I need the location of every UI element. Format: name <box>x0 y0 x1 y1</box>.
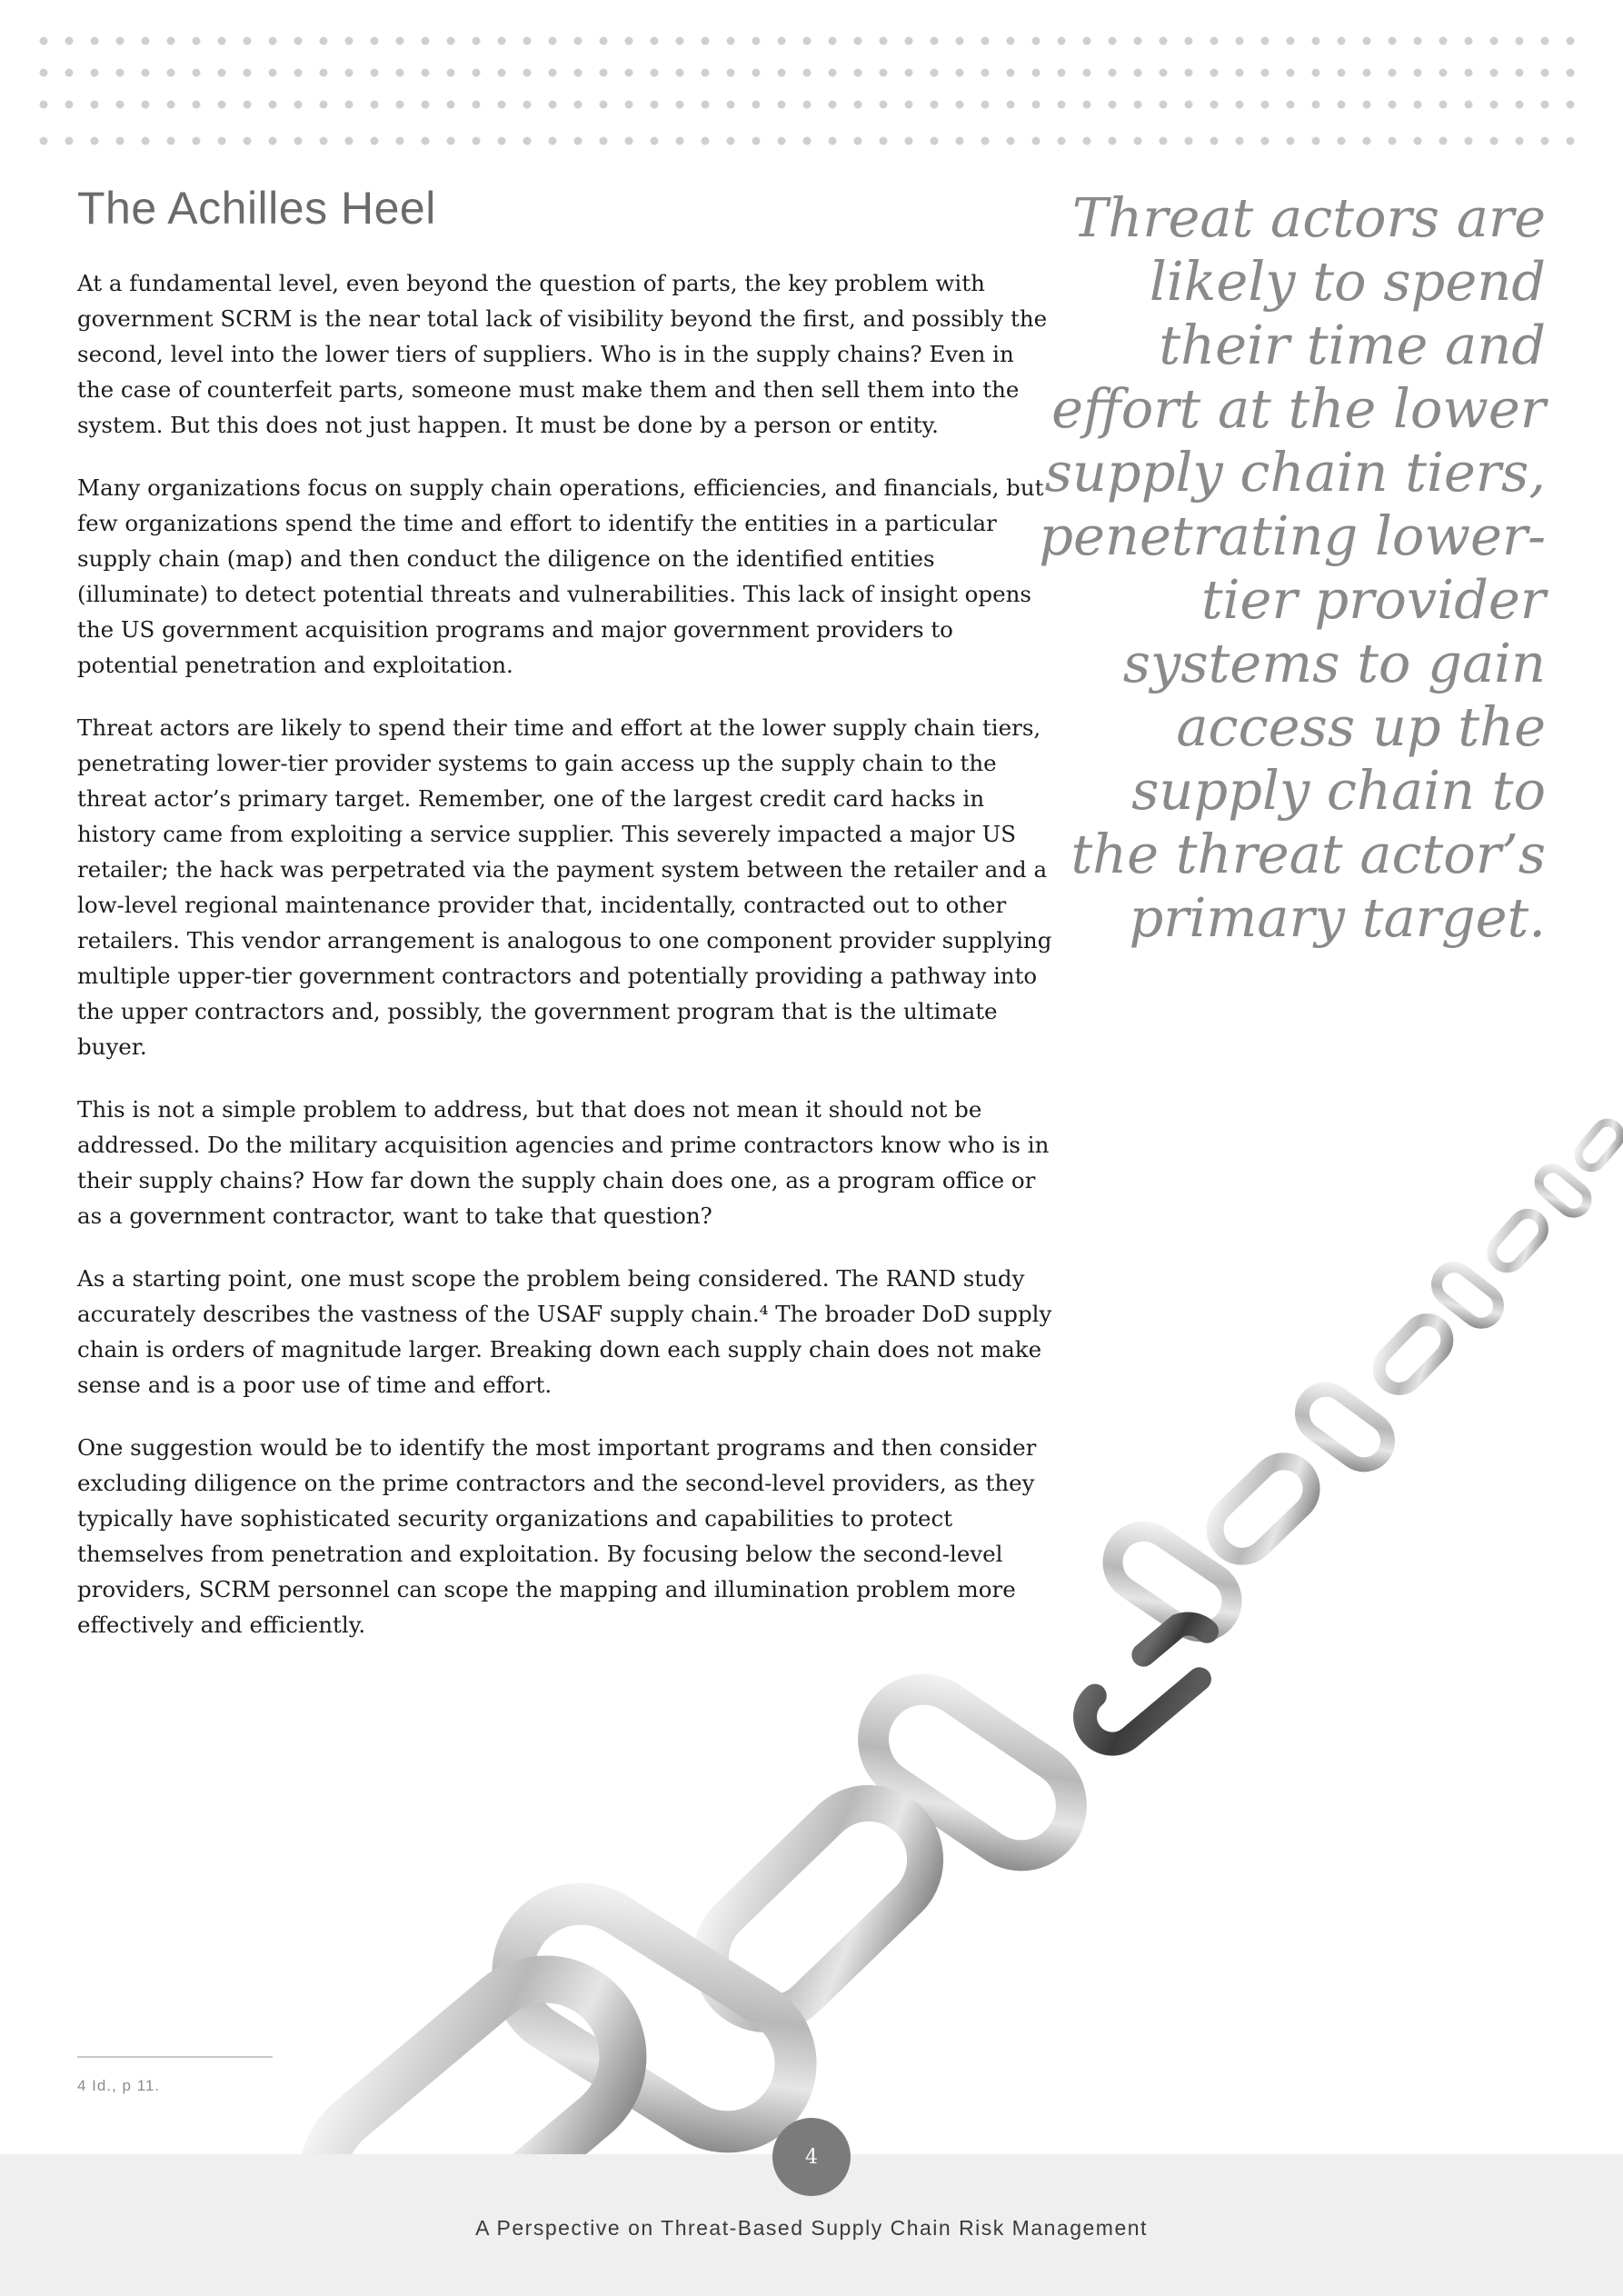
chain-links <box>291 1118 1623 2154</box>
paragraph: Threat actors are likely to spend their time and effort at the lower supply chain tiers, penetrating lower-tier provider systems to gain access up the supply chain to the threat actor’s primary target. Remember, one of the largest credit card hacks in history came from exploiting a service supplier. This severely impacted a major US retailer; the hack was perpetrated via the payment system between the retailer and a low-level regional maintenance provider that, incidentally, contracted out to other retailers. This vendor arrangement is analogous to one component provider supplying multiple upper-tier government contractors and potentially providing a pathway into the upper contractors and, possibly, the government program that is the ultimate buyer. <box>77 714 1052 1060</box>
page-number-badge: 4 <box>772 2118 851 2196</box>
paragraph: As a starting point, one must scope the problem being considered. The RAND study accurately describes the vastness of the USAF supply chain.⁴ The broader DoD supply chain is orders of magnitude larger. Breaking down each supply chain does not make sense and is a poor use of time and effort. <box>77 1265 1052 1398</box>
pull-quote: Threat actors are likely to spend their time and effort at the lower supply chain tiers, penetrating lower-tier provider systems to gain access up the supply chain to the threat actor’s primary target. <box>1039 186 1546 949</box>
section-heading: The Achilles Heel <box>77 183 436 234</box>
dot-pattern-decoration <box>0 0 1623 155</box>
footnote-divider <box>77 2056 273 2058</box>
paragraph: Many organizations focus on supply chain operations, efficiencies, and financials, but few organizations spend the time and effort to identify the entities in a particular supply chain (map) and then conduct the diligence on the identified entities (illuminate) to detect potential threats and vulnerabilities. This lack of insight opens the US government acquisition programs and major government providers to potential penetration and exploitation. <box>77 474 1044 678</box>
paragraph: This is not a simple problem to address, but that does not mean it should not be addressed. Do the military acquisition agencies and prime contractors know who is in their supply chains? How far down the supply chain does one, as a program office or as a government contractor, want to take that question? <box>77 1096 1050 1229</box>
chain-illustration <box>0 1091 1623 2154</box>
footer-title: A Perspective on Threat-Based Supply Chain Risk Management <box>475 2216 1148 2240</box>
footnote: 4 Id., p 11. <box>77 2077 161 2094</box>
paragraph: One suggestion would be to identify the most important programs and then consider excluding diligence on the prime contractors and the second-level providers, as they typically have sophisticated security organizations and capabilities to protect themselves from penetration and exploitation. By focusing below the second-level providers, SCRM personnel can scope the mapping and illumination problem more effectively and efficiently. <box>77 1434 1037 1638</box>
paragraph: At a fundamental level, even beyond the question of parts, the key problem with government SCRM is the near total lack of visibility beyond the first, and possibly the second, level into the lower tiers of suppliers. Who is in the supply chains? Even in the case of counterfeit parts, someone must make them and then sell them into the system. But this does not just happen. It must be done by a person or entity. <box>77 270 1048 438</box>
